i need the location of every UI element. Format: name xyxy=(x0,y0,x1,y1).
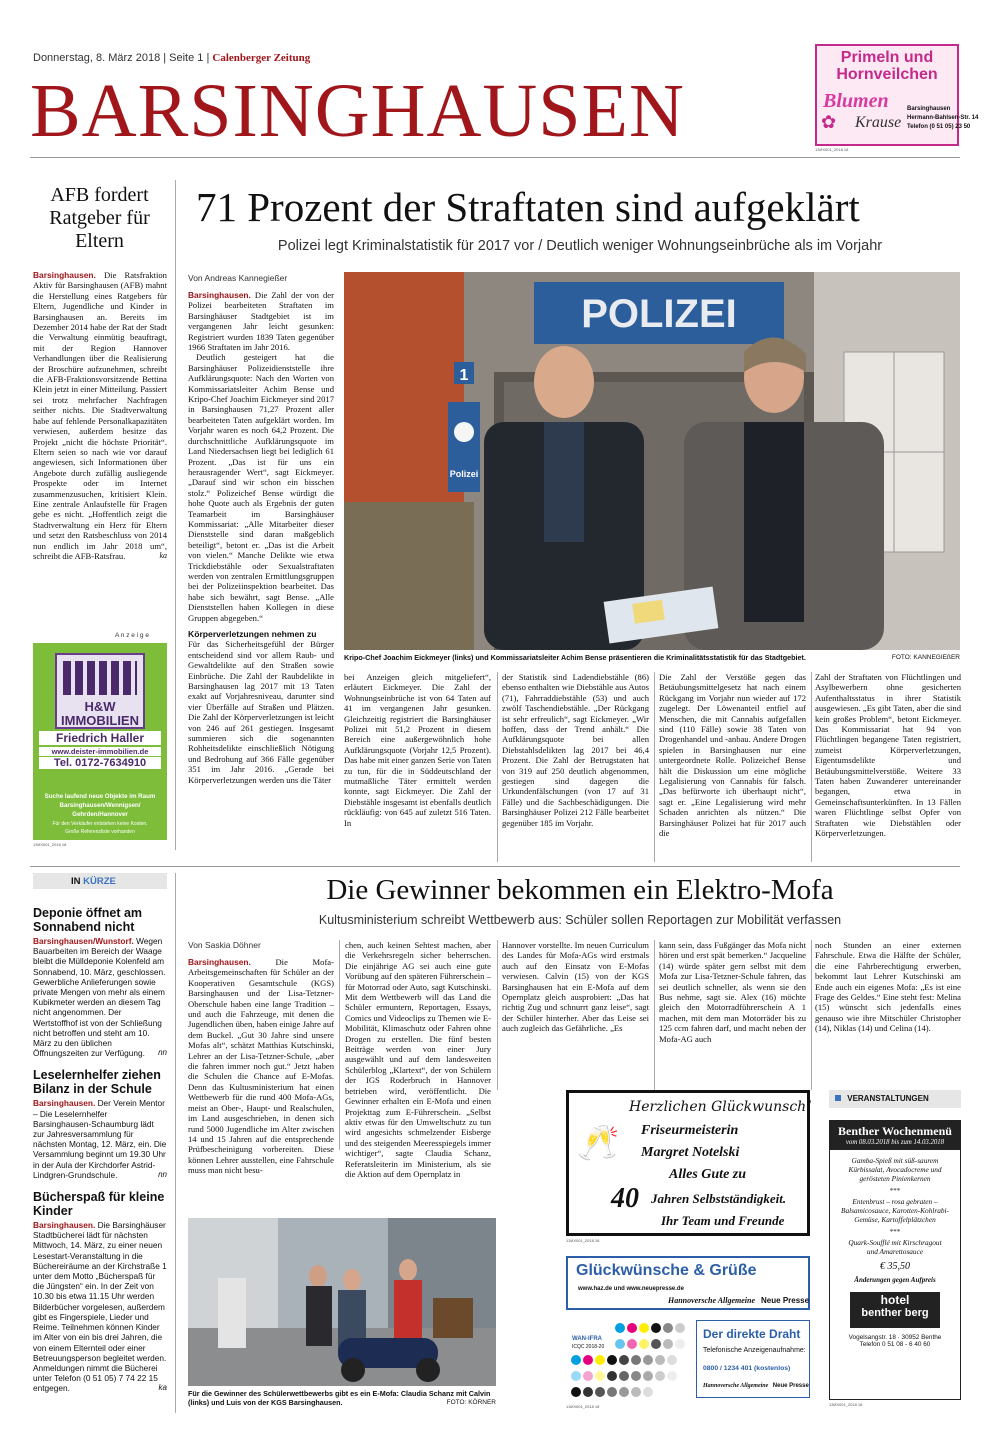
hotel-phone: Telefon 0 51 08 - 6 40 60 xyxy=(859,1341,931,1348)
brief-item-body xyxy=(33,936,167,1058)
flower-ad-brand2: Krause xyxy=(855,114,902,131)
greeting-ad-code: 13ИX001_2018 18 xyxy=(566,1238,600,1243)
main-col3 xyxy=(502,672,649,828)
main-col3-text: der Statistik sind Ladendiebstähle (86) ebenso enthalten wie Diebstähle aus Autos (71), Fahrraddiebstähle (53) und auch zwölf Taschendiebstähle. „Der Rückgang ist sehr erfreulich“, sagt Eickmeyer. „Wir hoffen, dass der Trend anhält.“ Die Aufklärungsquote bei allen Diebstahlsdelikten lag 2017 bei 46,4 Prozent. Die Zahl der Betrugstaten hat von 319 auf 250 deutlich abgenommen, gestiegen sind dagegen die Urkundenfälschungen (von 17 auf 31 Fälle) und die Sachbeschädigungen. Die Barsinghäuser Polizei 212 Fälle bearbeitet gegenüber 185 im Vorjahr. xyxy=(502,672,649,828)
door-number: 1 xyxy=(459,367,469,384)
brief-item-sig: ka xyxy=(158,1383,167,1393)
ad-text1: Suche laufend neue Objekte im Raum xyxy=(44,793,156,800)
mofa-photo xyxy=(188,1218,496,1386)
menu-dish1: Gamba-Spieß mit süß-saurem Kürbissalat, Avocadocreme und gerösteten Pinienkernen xyxy=(848,1156,942,1183)
flower-ad-code: 13ИX001_2018 18 xyxy=(815,147,849,152)
main-photo-caption xyxy=(344,653,960,662)
main-col4-text: Die Zahl der Verstöße gegen das Betäubungsmittelgesetz hat nach einem Rückgang im Vorjahr nun wieder auf 172 zugelegt. Der Löwenanteil entfiel auf Menschen, die mit Cannabis aufgefallen sind (110 Fälle) sowie 38 Taten von Drogenhandel und -anbau. Andere Drogen spielen in Barsinghausen nur eine untergeordnete Rolle. Polizeichef Bense hält die Diskussion um eine mögliche Legalisierung von Cannabis für falsch. „Das befürworte ich überhaupt nicht“, sagt er. „Eine Legalisierung wird mehr Schaden anrichten als nützen.“ Die Barsinghäuser Polizei hat für 2017 auch die xyxy=(659,672,806,839)
main-byline: Von Andreas Kannegießer xyxy=(188,273,288,283)
menu-dish2: Entenbrust – rosa gebraten – Balsamicosauce, Karotten-Kohlrabi-Gemüse, Kartoffelplätzchen xyxy=(841,1197,949,1224)
brief-item-loc: Barsinghausen/Wunstorf. xyxy=(33,936,134,946)
left-text: Die Ratsfraktion Aktiv für Barsinghausen (AFB) mahnt die Herstellung eines Ratgebers für Eltern, Jugendliche und Kinder in Barsinghausen an. Bereits im Dezember 2014 habe der Rat der Stadt die Verwaltung einmütig beauftragt, mit der Region Hannover Verhandlungen über die Realisierung der Broschüre aufzunehmen, schreibt die AFB-Fraktionsvorsitzende Bettina Klein jetzt in einer Mitteilung. Passiert sei trotz mehrfacher Nachfragen seither nichts. Die Stadtverwaltung habe auf fehlende Personalkapazitäten verwiesen, außerdem besitze das Projekt „nicht die höchste Priorität“. Eltern seien so nach wie vor darauf angewiesen, sich Informationen über Angebote durch zufällig ausliegende Prospekte oder im Internet zusammenzusuchen, kritisiert Klein. Eine zentrale Anlaufstelle für Fragen gebe es nicht. „Hoffentlich zeigt die Stadtverwaltung ein Herz für Eltern und setzt den Ratsbeschluss von 2014 nun endlich im Jahr 2018 um“, schreibt die AFB-Ratsfrau. xyxy=(33,270,167,561)
second-col4 xyxy=(659,940,806,1044)
door-police-label: Polizei xyxy=(449,469,479,479)
main-col1-text: Die Zahl der von der Polizei bearbeiteten Straftaten im Barsinghäuser Stadtgebiet ist im vergangenen Jahr leicht gesunken: Registriert wurden 1839 Taten gegenüber 1966 Straftaten im Jahr 2016. xyxy=(188,290,334,353)
brief-list xyxy=(33,906,167,1394)
ad-person: Friedrich Haller xyxy=(39,731,161,745)
draht-title: Der direkte Draht xyxy=(703,1327,801,1341)
anzeige-label: A n z e i g e xyxy=(115,632,149,639)
champagne-icon: 🥂 xyxy=(577,1125,620,1162)
brief-item-body xyxy=(33,1220,167,1393)
main-subhead-koerper: Körperverletzungen nehmen zu xyxy=(188,629,317,639)
left-headline: AFB fordert Ratgeber für Eltern xyxy=(49,184,150,252)
flower-ad-address2: Hermann-Bahlsen-Str. 14 xyxy=(907,115,979,121)
police-photo xyxy=(344,272,960,650)
ad-phone: Tel. 0172-7634910 xyxy=(39,757,161,769)
hotel-address: Vogelsangstr. 18 · 30952 Benthe xyxy=(848,1334,942,1341)
brief-header xyxy=(33,873,167,889)
brief-item-loc: Barsinghausen. xyxy=(33,1098,96,1109)
ad-text2: Barsinghausen/Wennigsen/ xyxy=(59,802,141,809)
greeting-line3: Margret Notelski xyxy=(641,1145,740,1160)
menu-title-box xyxy=(830,1121,960,1150)
main-location: Barsinghausen. xyxy=(188,290,251,300)
greeting-line1: Herzlichen Glückwunsch! xyxy=(629,1099,812,1115)
brief-item xyxy=(33,906,167,1058)
ad-url[interactable]: www.deister-immobilien.de xyxy=(39,747,161,756)
mofa-caption xyxy=(188,1389,496,1407)
ad-text3: Gehrden/Hannover xyxy=(72,811,128,818)
main-subhead: Polizei legt Kriminalstatistik für 2017 vor / Deutlich weniger Wohnungseinbrüche als im Vorjahr xyxy=(277,238,883,254)
color-circles xyxy=(566,1320,694,1398)
main-col1c-text: Für das Sicherheitsgefühl der Bürger entscheidend sind vor allem Raub- und Gewaltdelikte auf den Straßen sowie Einbrüche. Die Zahl der Raubdelikte in Barsinghausen lag 2017 mit 13 Taten exakt auf Vorjahresniveau, darunter sind vier Überfälle auf Straßen und Plätzen. Die Zahl der Körperverletzungen ist leicht von 246 auf 261 gestiegen. Insgesamt summieren sich die sogenannten Rohheitsdelikte einschließlich Nötigung und Bedrohung auf 366 Fälle gegenüber 351 im Jahr 2016. „Gerade bei Körperverletzungen werden uns die Täter xyxy=(188,639,334,785)
flower-ad-phone: Telefon (0 51 05) 23 50 xyxy=(907,124,971,130)
brief-item-body xyxy=(33,1098,167,1180)
glueck-pub2: Neue Presse xyxy=(761,1296,810,1305)
flower-ad-brand: Blumen xyxy=(823,90,889,112)
menu-stars: *** xyxy=(889,1187,901,1195)
flower-icon: ✿ xyxy=(821,112,837,132)
brief-item-head: Bücherspaß für kleine Kinder xyxy=(33,1190,165,1219)
second-subhead: Kultusministerium schreibt Wettbewerb aus: Schüler sollen Reportagen zur Mobilität verfassen xyxy=(318,913,842,927)
draht-phone: 0800 / 1234 401 (kostenlos) xyxy=(703,1365,791,1372)
draht-pub2: Neue Presse xyxy=(772,1383,809,1389)
glueck-pub1: Hannoversche Allgemeine xyxy=(668,1296,756,1305)
left-location: Barsinghausen. xyxy=(33,270,96,280)
draht-box xyxy=(696,1320,810,1398)
masthead-title: BARSINGHAUSEN xyxy=(30,69,685,153)
brief-item-head: Deponie öffnet am Sonnabend nicht xyxy=(33,906,143,934)
mofa-caption-text: Für die Gewinner des Schülerwettbewerbs gibt es ein E-Mofa: Claudia Schanz mit Calvin (links) und Luis von der KGS Barsinghausen. xyxy=(188,1389,491,1407)
menu-title: Benther Wochenmenü xyxy=(838,1124,952,1138)
brief-item-head: Leselernhelfer ziehen Bilanz in der Schule xyxy=(33,1068,161,1097)
main-col4 xyxy=(659,672,806,839)
house-logo xyxy=(55,653,145,729)
flower-ad xyxy=(815,44,979,146)
draht-logo2: ICQC 2018-20 xyxy=(572,1344,605,1350)
draht-logo1: WAN-IFRA xyxy=(572,1336,602,1342)
greeting-number: 40 xyxy=(611,1183,639,1214)
greeting-line2: Friseurmeisterin xyxy=(641,1123,739,1138)
police-sign: POLIZEI xyxy=(581,292,737,336)
hotel-logo-line1: hotel xyxy=(880,1293,910,1307)
second-byline: Von Saskia Döhner xyxy=(188,940,261,950)
events-header-text: VERANSTALTUNGEN xyxy=(847,1094,929,1103)
main-caption-text: Kripo-Chef Joachim Eickmeyer (links) und Kommissariatsleiter Achim Bense präsentieren die Kriminalitätsstatistik für das Stadtgebiet. xyxy=(344,653,806,662)
greeting-ad xyxy=(566,1090,810,1236)
second-headline: Die Gewinner bekommen ein Elektro-Mofa xyxy=(326,874,834,906)
brief-item xyxy=(33,1190,167,1393)
hotel-logo-line2: benther berg xyxy=(861,1307,929,1319)
menu-price: € 35,50 xyxy=(880,1261,910,1272)
brief-item xyxy=(33,1068,167,1180)
events-square-icon xyxy=(835,1095,841,1101)
left-article-body xyxy=(33,270,167,561)
ad-text4: Für den Verkäufer entstehen keine Kosten. xyxy=(52,821,148,827)
house-ad-name1: H&W xyxy=(84,699,116,714)
mofa-credit: FOTO: KÖRNER xyxy=(446,1399,496,1406)
immobilien-ad xyxy=(33,643,167,840)
glueckwuensche-ad xyxy=(566,1256,810,1310)
second-col3-text: Hannover vorstellte. Im neuen Curriculum des Landes für Mofa-AGs wird erstmals auch auf den Einsatz von E-Mofas verwiesen. Calvin (15) von der KGS Barsinghausen hat ein E-Mofa auf dem Opernplatz gleich ausprobiert: „Das hat richtig Zug und schnurrt ganz leise“, sagt der Schüler hinterher. Aber das Leise sei auch zugleich das Gefährliche. „Es xyxy=(502,940,649,1034)
second-col3 xyxy=(502,940,649,1034)
hotel-logo xyxy=(850,1292,940,1328)
ad-text5: Große Referenzliste vorhanden xyxy=(65,829,135,835)
dateline xyxy=(33,52,310,64)
second-col1 xyxy=(188,957,334,1176)
menu-stars2: *** xyxy=(889,1228,901,1236)
left-ad-code: 13ИX001_2018 18 xyxy=(33,842,67,847)
menu-ad xyxy=(829,1120,961,1400)
greeting-line6: Ihr Team und Freunde xyxy=(661,1213,785,1228)
main-col2-text: bei Anzeigen gleich mitgeliefert“, erläutert Eickmeyer. Die Zahl der Wohnungseinbrüche ist von 64 Taten auf 41 im vergangenen Jahr gesunken. Gleichzeitig registriert die Barsinghäuser Polizei mit 51,2 Prozent in diesem Bereich eine außergewöhnlich hohe Aufklärungsquote (Vorjahr 12,5 Prozent). Das habe mit einer ganzen Serie von Taten zu tun, für die in Süddeutschland der mutmaßliche Täter ermittelt werden konnte, sagt Eickmeyer. Die Zahl der Diebstähle insgesamt ist ebenfalls deutlich rückläufig: von 645 auf zuletzt 516 Taten. In xyxy=(344,672,491,828)
left-sig: ka xyxy=(159,550,167,560)
greeting-line5: Jahren Selbstständigkeit. xyxy=(651,1191,787,1206)
brief-item-text: Wegen Bauarbeiten im Bereich der Waage bleibt die Mülldeponie Kolenfeld am Sonnabend, 10. März, geschlossen. Gewerbliche Anlieferungen sowie private Mengen von mehr als einem Kubikmeter werden an diesem Tag nicht angenommen. Der Wertstoffhof ist von der Schließung nicht betroffen und steht am 10. März zu den üblichen Öffnungszeiten zur Verfügung. xyxy=(33,936,166,1059)
events-ad-code: 13ИX001_2018 18 xyxy=(829,1402,863,1407)
flower-ad-line1: Primeln und xyxy=(840,49,934,66)
draht-pub xyxy=(703,1383,809,1389)
mofa-photo-scene xyxy=(188,1218,496,1386)
main-headline: 71 Prozent der Straftaten sind aufgeklärt xyxy=(196,184,860,230)
main-credit: FOTO: KANNEGIEßER xyxy=(891,654,960,661)
flower-ad-address1: Barsinghausen xyxy=(907,106,951,112)
main-col1 xyxy=(188,290,334,785)
draht-text: Telefonische Anzeigenaufnahme: xyxy=(703,1347,806,1354)
main-col1b-text: Deutlich gesteigert hat die Barsinghäuser Polizeidienststelle ihre Aufklärungsquote: Nach den Worten von Kommissariatsleiter Achim Bense und Kripo-Chef Joachim Eickmeyer sind 2017 in Barsinghausen 71,27 Prozent aller bearbeiteten Taten aufgeklärt worden. Im Vorjahr waren es noch 64,2 Prozent. Die durchschnittliche Aufklärungsquote im Land Niedersachsen liegt bei lediglich 61 Prozent. „Das ist für uns ein herausragender Wert“, sagt Eickmeyer. „Darauf sind wir schon ein bisschen stolz.“ Polizeichef Bense würdigt die hohe Quote auch als Ergebnis der guten Teamarbeit im Barsinghäuser Kommissariat: „Alle Mitarbeiter dieser Dienststelle sind daran maßgeblich beteiligt“, betont er. „Das ist die Arbeit von vielen.“ Manche Delikte wie etwa Trickdiebstähle oder Sexualstraftaten werden von zentralen Ermittlungsgruppen bei der Polizeiinspektion bearbeitet. Das habe sich bewährt, sagt Bense. „Alle Dienststellen haben Kollegen in diese Gruppen abgegeben.“ xyxy=(188,352,334,623)
second-col1-text: Die Mofa-Arbeitsgemeinschaften für Schüler an der Kooperativen Gesamtschule (KGS) Barsinghausen und der Lisa-Tetzner-Oberschule haben eine lange Tradition – und auch die Fahrzeuge, mit denen die Jugendlichen üben, haben einige Jahre auf dem Buckel. „Gut 30 Jahre sind unsere Mofas alt“, schätzt Matthias Kutschinski, Lehrer an der Lisa-Tetzner-Schule, „aber die fahren immer noch gut.“ Jetzt haben die Schulen die Chance auf E-Mofas. Denn das Kultusministerium hat einen Wettbewerb für die rund 400 Mofa-AGs, meist an Ober-, Haupt- und Realschulen, im Land ausgeschrieben, in denen sich rund 5000 Jugendliche im Alter zwischen 14 und 15 Jahren auf die entsprechende Prüfbescheinigung vorbereiten. Diese können Lehrer ausstellen, eine Fahrschule muss man nicht besu- xyxy=(188,957,334,1176)
glueck-pub xyxy=(668,1296,809,1305)
brief-item-sig: nn xyxy=(158,1048,167,1058)
second-col2-text: chen, auch keinen Sehtest machen, aber die Verkehrsregeln sicher beherrschen. Die einjährige AG sei auch eine gute Vorübung auf den späteren Führerschein – für Motorrad oder Auto, sagt Kutschinski. Mit dem Wettbewerb will das Land die Schüler ermuntern, Reportagen, Essays, Comics und Videoclips zu Themen wie E-Mobilität, Klimaschutz oder Fahren ohne Drogen zu erstellen. Die fünf besten Beiträge werden von einer Jury ausgewählt und auf dem landesweiten Schülerblog „Klartext“, der von Schülern der IGS Roderbruch in Hannover betrieben wird, veröffentlicht. Die Gewinner erhalten ein E-Mofa und einen Projekttag zum E-Führerschein. „Selbst aktiv etwas für den Umweltschutz zu tun wird angesichts schmelzender Eisberge und des steigenden Meeresspiegels immer wichtiger“, sagte Claudia Schanz, Referatsleiterin im Ministerium, als sie die Aktion auf dem Opernplatz in xyxy=(345,940,491,1179)
brief-item-text: Die Barsinghäuser Stadtbücherei lädt für nächsten Mittwoch, 14. März, zu einer neuen Lesestart-Veranstaltung in die Büchereiräume an der Kirchstraße 1 unter dem Motto „Bücherspaß für die Jüngsten“ ein. In der Zeit von 10.30 bis etwa 11.15 Uhr werden Bilderbücher vorgelesen, außerdem gibt es Fingerspiele, Lieder und Reime. Teilnehmen können Kinder im Alter von ein bis drei Jahren, die von einem Elternteil oder einer Betreuungsperson begleitet werden. Anmeldungen nimmt die Bücherei unter Telefon (0 51 05) 7 74 22 15 entgegen. xyxy=(33,1220,167,1394)
police-photo-scene xyxy=(344,272,960,650)
brief-header-in: IN xyxy=(71,876,81,887)
glueck-title: Glückwünsche & Grüße xyxy=(576,1262,757,1279)
cmyk-swatches xyxy=(566,1320,694,1398)
menu-dates: vom 08.03.2018 bis zum 14.03.2018 xyxy=(845,1139,945,1146)
second-location: Barsinghausen. xyxy=(188,957,251,967)
brief-header-kurze: KÜRZE xyxy=(83,876,116,887)
events-header xyxy=(829,1090,961,1108)
main-col5-text: Zahl der Straftaten von Flüchtlingen und Asylbewerbern ohne gesicherten Aufenthaltsstatus in ihrer Statistik ausgewiesen. „Es gibt Taten, aber die sind kein großes Problem“, betont Eickmeyer. Das Kommissariat hat 94 von Flüchtlingen begangene Taten registriert, zumeist Körperverletzungen, Eigentumsdelikte und Betäubungsmittelverstöße. Weitere 33 Taten haben Zuwanderer untereinander begangen, etwa in Gemeinschaftsunterkünften. In 13 Fällen waren Flüchtlinge selbst Opfer von Straftaten wie Diebstählen oder Körperverletzungen. xyxy=(815,672,961,839)
brief-item-sig: nn xyxy=(158,1169,167,1179)
brief-item-text: Der Verein Mentor – Die Leselernhelfer Barsinghausen-Schaumburg lädt zur Jahresversammlung für nächsten Montag, 12. März, ein. Die Versammlung beginnt um 19.30 Uhr in der Aula der Kirchdorfer Astrid-Lindgren-Grundschule. xyxy=(33,1098,167,1180)
draht-pub1: Hannoversche Allgemeine xyxy=(703,1383,769,1389)
main-col2 xyxy=(344,672,491,828)
second-col5 xyxy=(815,940,961,1034)
house-ad-name2: IMMOBILIEN xyxy=(61,713,139,728)
house-roof-icon xyxy=(63,661,137,695)
flower-ad-line2: Hornveilchen xyxy=(836,66,938,83)
menu-dish3: Quark-Soufflé mit Kirschragout und Amarettosauce xyxy=(848,1238,942,1256)
paper-name: Calenberger Zeitung xyxy=(212,52,311,64)
glueck-url[interactable]: www.haz.de und www.neuepresse.de xyxy=(578,1286,684,1292)
second-col4-text: kann sein, dass Fußgänger das Mofa nicht hören und erst spät bemerken.“ Jacqueline (14) würde später gern selbst mit dem Mofa zur Lisa-Tetzner-Schule fahren, das sei deutlich schneller, als wenn sie den Bus nehme, sagt sie. Alex (16) möchte gleich den Motorradführerschein A 1 machen, mit dem man Motorräder bis zu 125 ccm fahren darf, und macht neben der Mofa-AG auch xyxy=(659,940,806,1044)
greeting-line4: Alles Gute zu xyxy=(669,1167,747,1182)
main-col5 xyxy=(815,672,961,839)
menu-note: Änderungen gegen Aufpreis xyxy=(854,1276,936,1284)
draht-ad xyxy=(566,1320,810,1402)
second-col2 xyxy=(345,940,491,1179)
draht-ad-code: 13ИX001_2018 18 xyxy=(566,1404,600,1409)
dateline-text: Donnerstag, 8. März 2018 | Seite 1 | xyxy=(33,52,210,64)
second-col5-text: noch Stunden an einer externen Fahrschule. Etwa die Hälfte der Schüler, die eine Fahrberechtigung erwerben, bekommt laut Lehrer Kutschinski am Ende auch ein eigenes Mofa: „Es ist eine Frage des Geldes.“ Eine steht fest: Melina (15) wünscht sich jedenfalls eines genauso wie ihre Mitschüler Christopher (14), Niklas (14) und Celina (14). xyxy=(815,940,961,1034)
brief-item-loc: Barsinghausen. xyxy=(33,1220,96,1231)
